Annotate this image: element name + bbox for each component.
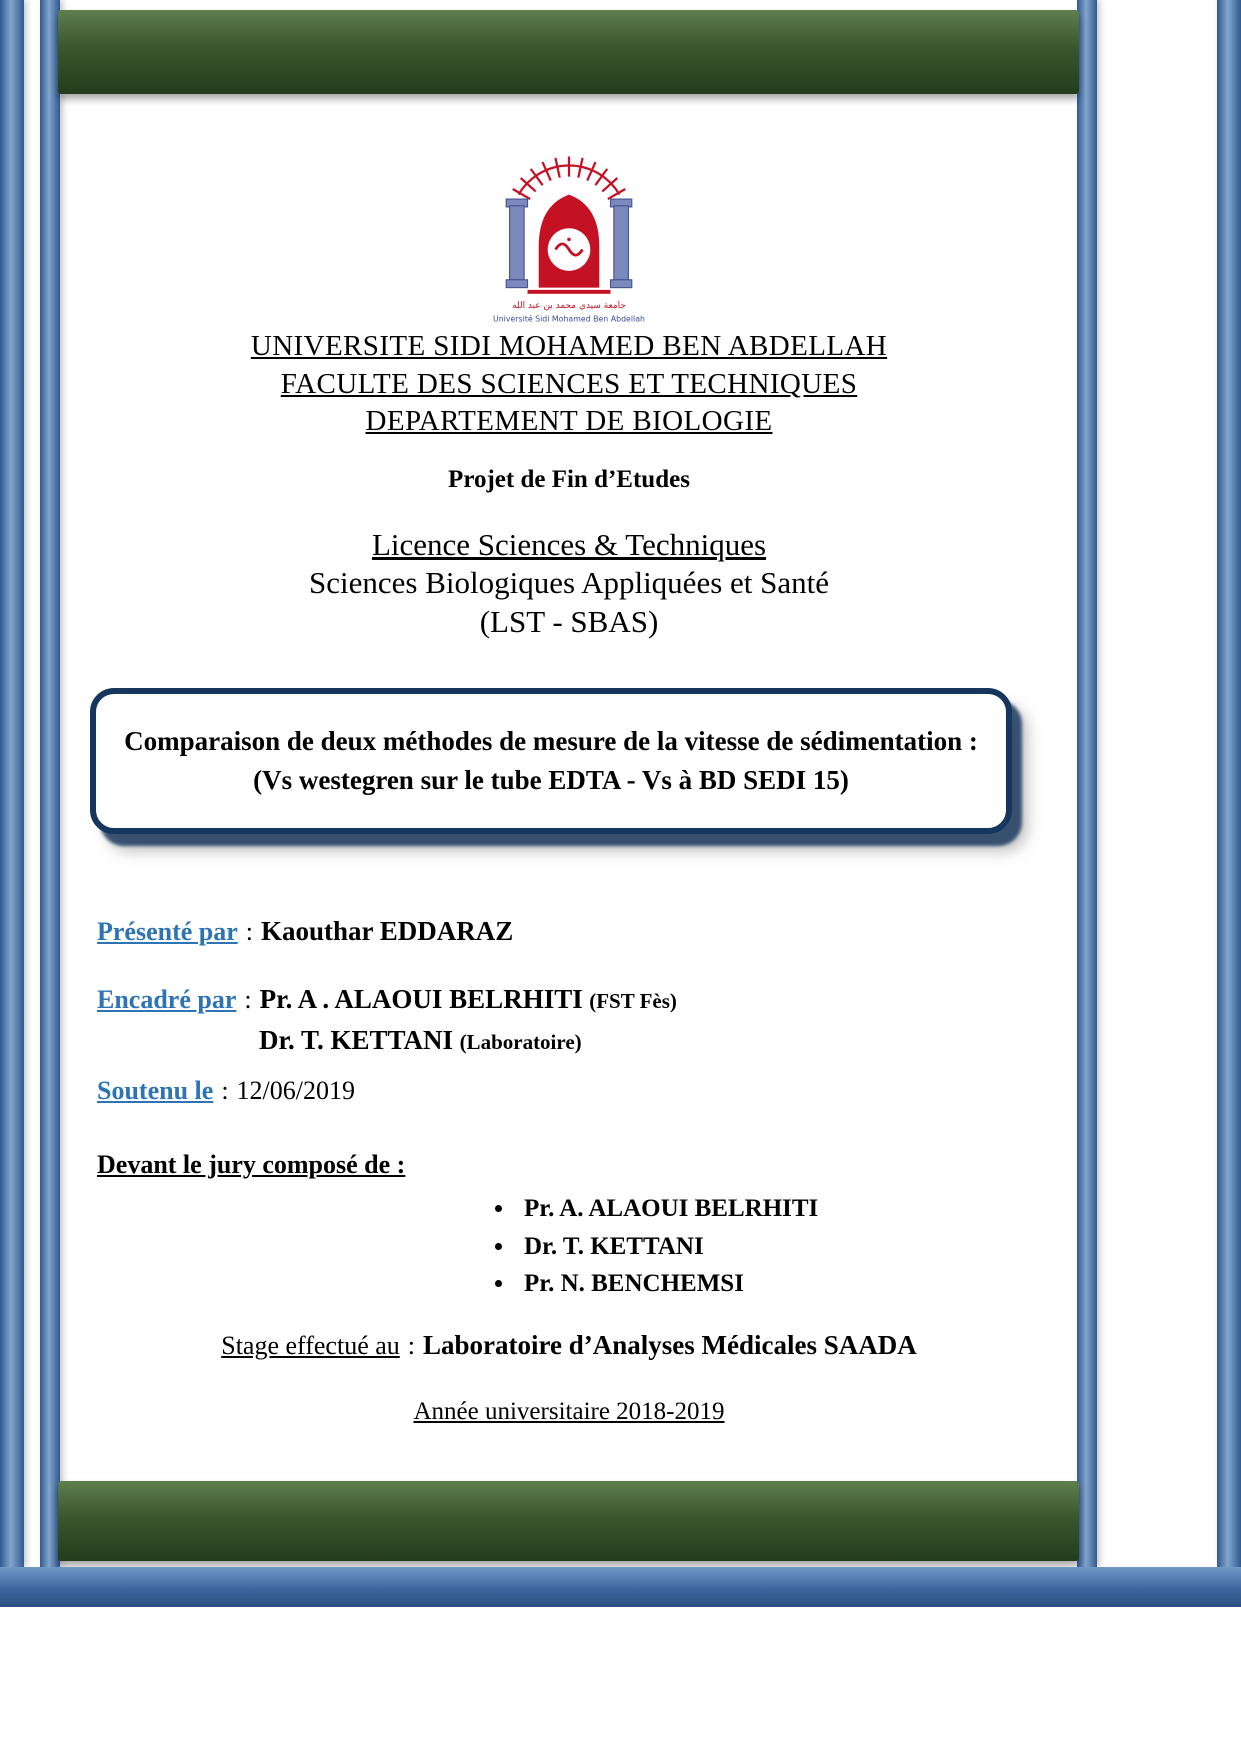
border-left-outer-bar: [0, 0, 24, 1567]
jury-member: • Dr. T. KETTANI: [516, 1228, 818, 1266]
logo-medallion: [528, 195, 611, 294]
academic-year-row: [60, 1398, 1078, 1426]
university-header: [60, 328, 1078, 441]
degree-block: [60, 526, 1078, 641]
department-line: DEPARTEMENT DE BIOLOGIE: [365, 405, 773, 438]
academic-year: Année universitaire 2018-2019: [413, 1398, 725, 1425]
jury-member-list: [492, 1190, 818, 1303]
colon-separator: :: [244, 985, 252, 1014]
supervised-by-row: [97, 979, 677, 1060]
internship-row: [60, 1330, 1078, 1361]
defended-on-label: Soutenu le: [97, 1076, 214, 1105]
supervisor-2-name: Dr. T. KETTANI: [259, 1024, 454, 1055]
university-logo-icon: [484, 143, 654, 328]
university-name-line: UNIVERSITE SIDI MOHAMED BEN ABDELLAH: [250, 330, 888, 362]
internship-label: Stage effectué au: [221, 1331, 400, 1360]
faculty-line: FACULTE DES SCIENCES ET TECHNIQUES: [280, 367, 858, 400]
logo-container: [60, 143, 1078, 328]
supervisor-2-affiliation: (Laboratoire): [459, 1029, 582, 1054]
presented-by-row: [97, 916, 513, 947]
supervised-by-label: Encadré par: [97, 985, 237, 1014]
degree-title: Licence Sciences & Techniques: [371, 527, 767, 562]
supervisor-line-1: [97, 979, 677, 1020]
jury-member: • Pr. N. BENCHEMSI: [516, 1265, 818, 1303]
colon-separator: :: [407, 1331, 416, 1360]
jury-member: • Pr. A. ALAOUI BELRHITI: [516, 1190, 818, 1228]
logo-caption-arabic: جامعة سيدي محمد بن عبد الله: [512, 300, 626, 311]
supervisor-line-2: [259, 1020, 677, 1061]
defended-on-date: 12/06/2019: [236, 1076, 355, 1105]
thesis-title-box: [90, 688, 1012, 834]
border-right-inner-bar: [1077, 0, 1097, 1567]
colon-separator: :: [245, 917, 254, 946]
supervisor-1-name: Pr. A . ALAOUI BELRHITI: [259, 984, 583, 1014]
internship-value: Laboratoire d’Analyses Médicales SAADA: [423, 1330, 917, 1360]
supervisor-1-affiliation: (FST Fès): [589, 989, 677, 1013]
thesis-title: Comparaison de deux méthodes de mesure de la vitesse de sédimentation :: [124, 726, 978, 756]
presented-by-label: Présenté par: [97, 917, 238, 946]
presented-by-value: Kaouthar EDDARAZ: [261, 916, 514, 946]
colon-separator: :: [221, 1076, 229, 1105]
logo-caption-french: Université Sidi Mohamed Ben Abdellah: [493, 314, 645, 324]
border-bottom-blue-bar: [0, 1567, 1241, 1607]
project-type: Projet de Fin d’Etudes: [448, 466, 690, 493]
defended-on-row: [97, 1076, 355, 1106]
degree-specialty: Sciences Biologiques Appliquées et Santé: [308, 565, 830, 601]
degree-abbreviation: (LST - SBAS): [479, 603, 659, 639]
thesis-subtitle: (Vs westegren sur le tube EDTA - Vs à BD SEDI 15): [253, 765, 849, 796]
page-content: [60, 0, 1078, 1567]
border-right-outer-bar: [1217, 0, 1241, 1567]
border-left-inner-bar: [40, 0, 60, 1567]
logo-rays: [513, 156, 626, 199]
jury-heading: Devant le jury composé de :: [97, 1150, 406, 1179]
